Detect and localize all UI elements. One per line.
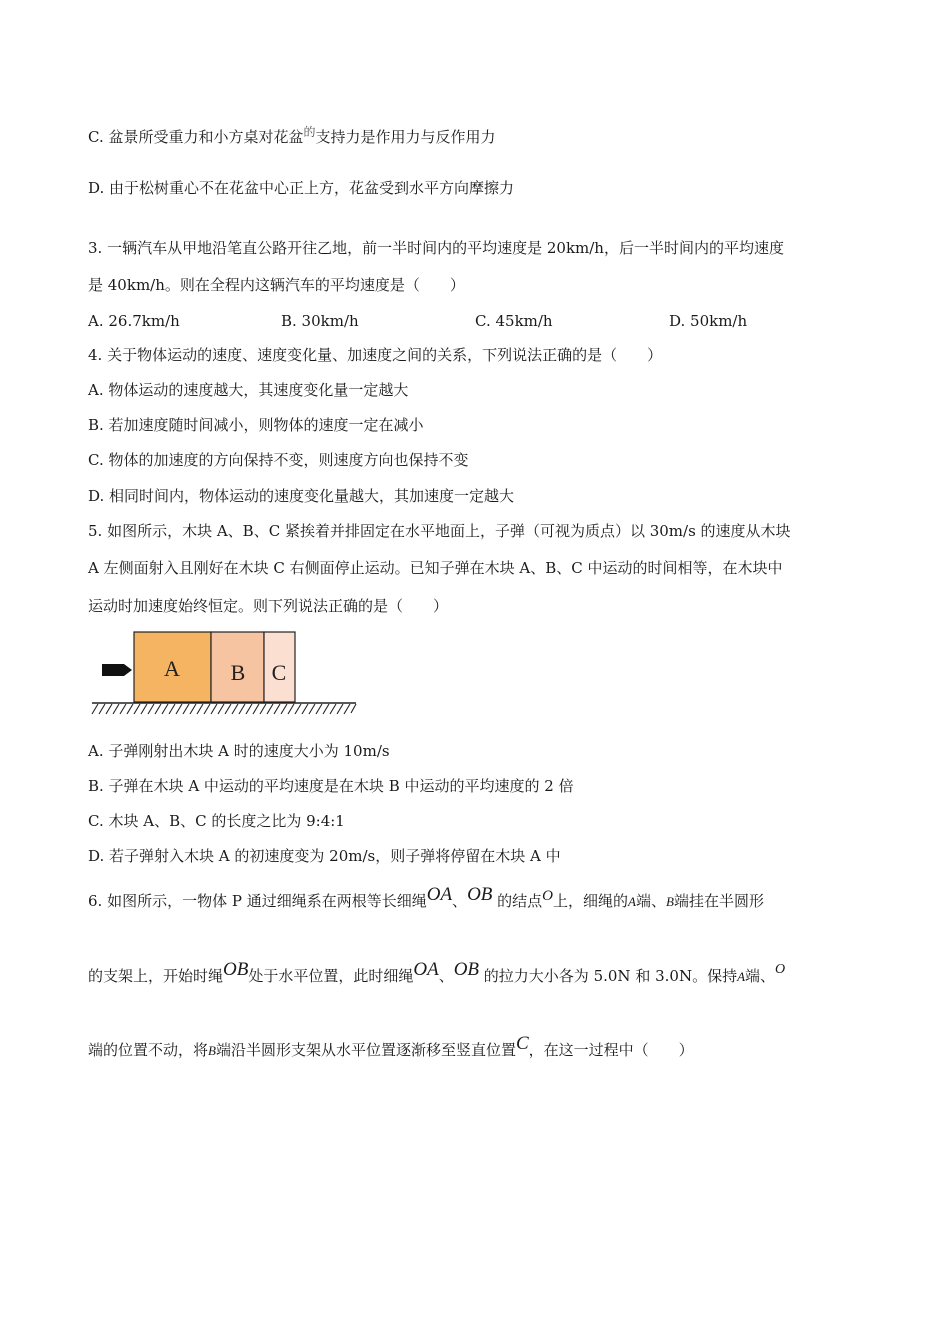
q6-stem-line-2 — [88, 960, 785, 987]
q6-text: 端挂在半圆形 — [673, 892, 764, 910]
q6-symbol-b: B — [666, 894, 674, 909]
q3-option-d: D. 50km/h — [669, 312, 748, 330]
q5-option-c: C. 木块 A、B、C 的长度之比为 9:4:1 — [88, 812, 345, 830]
q5-stem-line-2: A 左侧面射入且刚好在木块 C 右侧面停止运动。已知子弹在木块 A、B、C 中运动的时间相等，在木块中 — [88, 559, 783, 577]
q6-text: 端的位置不动，将 — [88, 1041, 209, 1059]
q4-option-a: A. 物体运动的速度越大，其速度变化量一定越大 — [88, 381, 409, 399]
q3-stem-line-2: 是 40km/h。则在全程内这辆汽车的平均速度是（ ） — [88, 276, 465, 294]
q6-symbol-a: A — [737, 969, 746, 984]
q2-option-c-text: C. 盆景所受重力和小方桌对花盆 — [88, 128, 304, 146]
q6-text: 处于水平位置，此时细绳 — [248, 967, 414, 985]
q6-symbol-oa: OA — [426, 884, 453, 905]
q6-text: 的拉力大小各为 5.0N 和 3.0N。保持 — [479, 967, 738, 985]
q6-symbol-ob: OB — [223, 959, 249, 980]
q6-stem-line-1 — [88, 885, 764, 912]
q5-option-d: D. 若子弹射入木块 A 的初速度变为 20m/s，则子弹将停留在木块 A 中 — [88, 847, 561, 865]
q6-symbol-oa: OA — [413, 959, 439, 980]
q6-stem-line-3 — [88, 1034, 694, 1061]
bullet-icon — [102, 664, 132, 676]
q6-symbol-o: O — [775, 962, 786, 977]
q2-option-c-raised-char: 的 — [303, 125, 316, 139]
q6-symbol-b: B — [208, 1043, 216, 1058]
q5-stem-line-1: 5. 如图所示，木块 A、B、C 紧挨着并排固定在水平地面上，子弹（可视为质点）以 30m/s 的速度从木块 — [88, 522, 791, 540]
q2-option-c — [88, 122, 496, 147]
q6-text: 端、 — [745, 967, 776, 985]
q6-text: 、 — [438, 967, 454, 985]
q6-symbol-a: A — [628, 894, 636, 909]
q6-text: 上，细绳的 — [553, 892, 629, 910]
q3-option-c: C. 45km/h — [475, 312, 553, 330]
q6-text: ，在这一过程中（ ） — [528, 1041, 694, 1059]
q6-symbol-c: C — [515, 1033, 529, 1054]
block-c-label: C — [271, 660, 287, 685]
q6-symbol-ob: OB — [453, 959, 480, 980]
block-a-label: A — [164, 656, 180, 681]
q3-stem-line-1: 3. 一辆汽车从甲地沿笔直公路开往乙地，前一半时间内的平均速度是 20km/h，后一半时间内的平均速度 — [88, 239, 784, 257]
q5-blocks-figure — [88, 628, 368, 720]
q5-stem-line-3: 运动时加速度始终恒定。则下列说法正确的是（ ） — [88, 597, 449, 615]
q4-stem: 4. 关于物体运动的速度、速度变化量、加速度之间的关系，下列说法正确的是（ ） — [88, 346, 663, 364]
ground-hatching — [92, 704, 356, 714]
q4-option-d: D. 相同时间内，物体运动的速度变化量越大，其加速度一定越大 — [88, 487, 515, 505]
q4-option-c: C. 物体的加速度的方向保持不变，则速度方向也保持不变 — [88, 451, 469, 469]
q5-option-a: A. 子弹刚射出木块 A 时的速度大小为 10m/s — [88, 742, 390, 760]
q6-text: 端沿半圆形支架从水平位置逐渐移至竖直位置 — [215, 1041, 516, 1059]
q3-option-a: A. 26.7km/h — [88, 312, 180, 330]
block-b-label: B — [230, 660, 246, 685]
q6-symbol-o: O — [542, 888, 554, 904]
q2-option-d: D. 由于松树重心不在花盆中心正上方，花盆受到水平方向摩擦力 — [88, 179, 515, 197]
q6-symbol-ob: OB — [467, 884, 493, 905]
q6-text: 的结点 — [492, 892, 543, 910]
q6-text: 的支架上，开始时绳 — [88, 967, 224, 985]
q6-text: 端、 — [635, 892, 666, 910]
q6-text: 、 — [452, 892, 468, 910]
q5-option-b: B. 子弹在木块 A 中运动的平均速度是在木块 B 中运动的平均速度的 2 倍 — [88, 777, 574, 795]
q2-option-c-text-2: 支持力是作用力与反作用力 — [315, 128, 496, 146]
q3-option-b: B. 30km/h — [281, 312, 359, 330]
q4-option-b: B. 若加速度随时间减小，则物体的速度一定在减小 — [88, 416, 424, 434]
q6-text: 6. 如图所示，一物体 P 通过细绳系在两根等长细绳 — [88, 892, 427, 910]
